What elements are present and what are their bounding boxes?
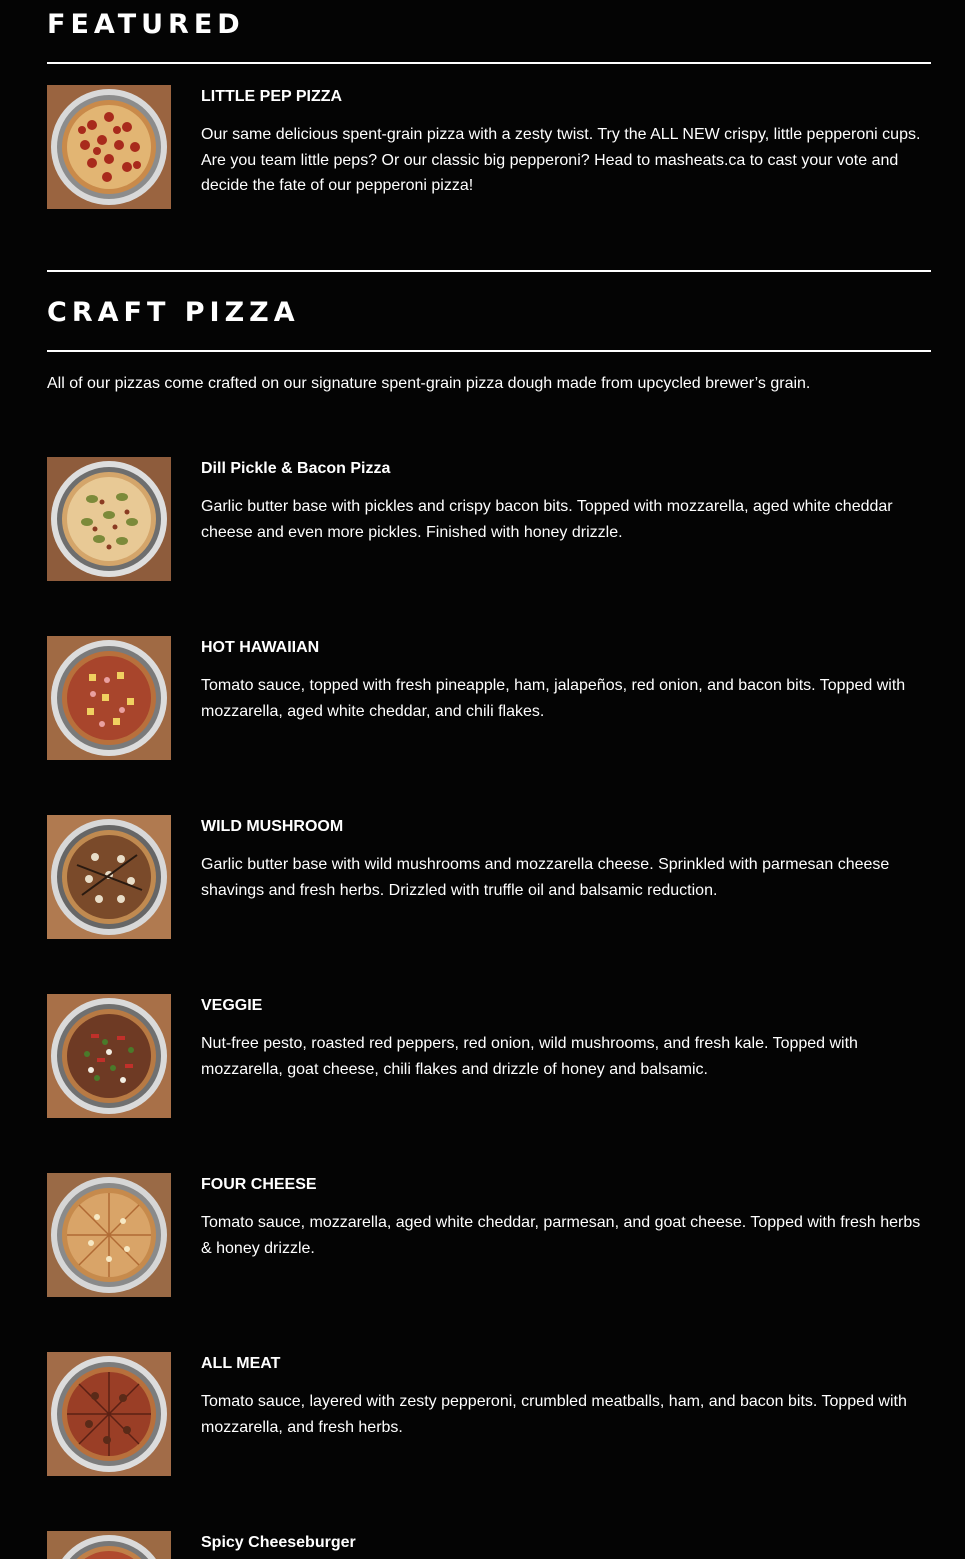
veggie-pizza-photo[interactable] bbox=[47, 994, 171, 1118]
menu-item-description: Tomato sauce, layered with zesty pepperoni, crumbled meatballs, ham, and bacon bits. Topped with mozzarella, and fresh herbs. bbox=[201, 1393, 907, 1436]
menu-item[interactable] bbox=[47, 457, 931, 581]
menu-item-description: Garlic butter base with wild mushrooms and mozzarella cheese. Sprinkled with parmesan cheese shavings and fresh herbs. Drizzled with truffle oil and balsamic reduction. bbox=[201, 856, 890, 899]
pepperoni-pizza-photo[interactable] bbox=[47, 85, 171, 209]
menu-item-name: HOT HAWAIIAN bbox=[201, 639, 320, 656]
menu-item[interactable] bbox=[47, 1531, 931, 1559]
menu-item-name: Dill Pickle & Bacon Pizza bbox=[201, 460, 391, 477]
menu-item-description: Nut-free pesto, roasted red peppers, red onion, wild mushrooms, and fresh kale. Topped with mozzarella, goat cheese, chili flakes and drizzle of honey and balsamic. bbox=[201, 1035, 858, 1078]
mushroom-pizza-photo[interactable] bbox=[47, 815, 171, 939]
featured-divider bbox=[47, 62, 931, 64]
craft-pizza-intro: All of our pizzas come crafted on our signature spent-grain pizza dough made from upcycled brewer’s grain. bbox=[47, 375, 811, 392]
four-cheese-pizza-photo[interactable] bbox=[47, 1173, 171, 1297]
menu-item[interactable] bbox=[47, 815, 931, 939]
menu-item-description: Our same delicious spent-grain pizza with a zesty twist. Try the ALL NEW crispy, little pepperoni cups. Are you team little peps? Or our classic big pepperoni? Head to masheats.ca to cast your vote and decide the fate of our pepperoni pizza! bbox=[201, 126, 921, 194]
menu-item-name: WILD MUSHROOM bbox=[201, 818, 344, 835]
menu-item[interactable] bbox=[47, 994, 931, 1118]
featured-heading: FEATURED bbox=[47, 9, 245, 40]
menu-item[interactable] bbox=[47, 1352, 931, 1476]
menu-item-name: Spicy Cheeseburger bbox=[201, 1534, 356, 1551]
menu-item-name: LITTLE PEP PIZZA bbox=[201, 88, 343, 105]
menu-item-name: ALL MEAT bbox=[201, 1355, 281, 1372]
craft-pizza-heading: CRAFT PIZZA bbox=[47, 297, 300, 328]
section-divider bbox=[47, 270, 931, 272]
menu-item[interactable] bbox=[47, 636, 931, 760]
hawaiian-pizza-photo[interactable] bbox=[47, 636, 171, 760]
menu-item-description: Tomato sauce, topped with fresh pineapple, ham, jalapeños, red onion, and bacon bits. Topped with mozzarella, aged white cheddar, and chili flakes. bbox=[201, 677, 906, 720]
all-meat-pizza-photo[interactable] bbox=[47, 1352, 171, 1476]
menu-item-name: VEGGIE bbox=[201, 997, 263, 1014]
menu-item-description: Garlic butter base with pickles and crispy bacon bits. Topped with mozzarella, aged white cheddar cheese and even more pickles. Finished with honey drizzle. bbox=[201, 498, 893, 541]
menu-item-name: FOUR CHEESE bbox=[201, 1176, 317, 1193]
menu-item-description: Tomato sauce, mozzarella, aged white cheddar, parmesan, and goat cheese. Topped with fresh herbs & honey drizzle. bbox=[201, 1214, 921, 1257]
dill-pickle-pizza-photo[interactable] bbox=[47, 457, 171, 581]
menu-item[interactable] bbox=[47, 85, 931, 209]
menu-item[interactable] bbox=[47, 1173, 931, 1297]
craft-pizza-divider bbox=[47, 350, 931, 352]
cheeseburger-pizza-photo[interactable] bbox=[47, 1531, 171, 1559]
